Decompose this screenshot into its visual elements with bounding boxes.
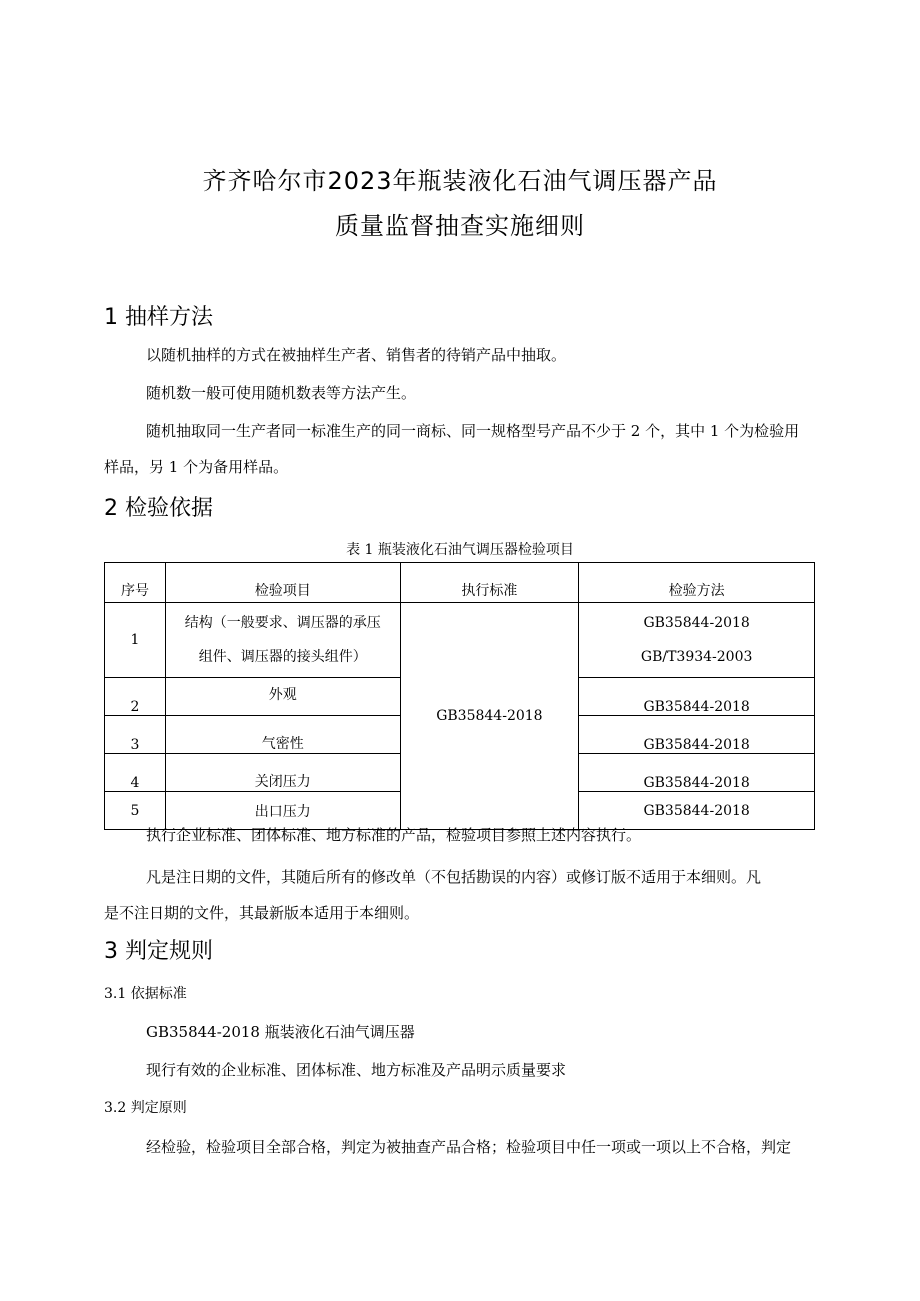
table-header-row [105,563,815,603]
row-number: 3 [105,716,166,754]
table-caption: 表 1 瓶装液化石油气调压器检验项目 [346,542,574,558]
subsection-3-1-heading: 3.1 依据标准 [104,986,187,1002]
section-3-standard-2: 现行有效的企业标准、团体标准、地方标准及产品明示质量要求 [146,1061,567,1079]
section-1-paragraph-2: 随机数一般可使用随机数表等方法产生。 [146,384,417,402]
row-number: 4 [105,754,166,792]
section-2-note-line-1: 凡是注日期的文件，其随后所有的修改单（不包括勘误的内容）或修订版不适用于本细则。凡 [146,868,762,886]
subsection-3-2-heading: 3.2 判定原则 [104,1100,187,1116]
header-number: 序号 [105,563,166,603]
row-method [579,603,815,678]
row-item-line-2: 组件、调压器的接头组件） [198,649,367,665]
row-method: GB35844-2018 [579,754,815,792]
table-row [105,603,815,678]
row-method: GB35844-2018 [579,678,815,716]
section-1-paragraph-3-line-1: 随机抽取同一生产者同一标准生产的同一商标、同一规格型号产品不少于 2 个，其中 1 个为检验用 [146,422,800,440]
section-1-paragraph-3-line-2: 样品，另 1 个为备用样品。 [104,458,289,476]
section-1-heading: 1 抽样方法 [104,305,213,330]
row-item: 关闭压力 [165,754,400,792]
row-method: GB35844-2018 [579,792,815,830]
section-3-rule: 经检验，检验项目全部合格，判定为被抽查产品合格；检验项目中任一项或一项以上不合格，判定 [146,1138,792,1156]
row-number: 5 [105,792,166,830]
row-method-line-1: GB35844-2018 [643,615,750,631]
header-item: 检验项目 [165,563,400,603]
section-2-after-table: 执行企业标准、团体标准、地方标准的产品，检验项目参照上述内容执行。 [146,826,642,844]
row-item: 外观 [165,678,400,716]
row-number: 2 [105,678,166,716]
section-1-paragraph-1: 以随机抽样的方式在被抽样生产者、销售者的待销产品中抽取。 [146,346,567,364]
header-method: 检验方法 [579,563,815,603]
row-number: 1 [105,603,166,678]
page-title-line-1: 齐齐哈尔市2023年瓶装液化石油气调压器产品 [202,167,718,195]
row-item: 气密性 [165,716,400,754]
section-2-note-line-2: 是不注日期的文件，其最新版本适用于本细则。 [104,904,420,922]
row-item: 出口压力 [165,792,400,830]
shared-standard-cell: GB35844-2018 [400,603,579,830]
row-method: GB35844-2018 [579,716,815,754]
header-standard: 执行标准 [400,563,579,603]
row-item-line-1: 结构（一般要求、调压器的承压 [184,615,381,631]
section-3-heading: 3 判定规则 [104,939,213,964]
inspection-items-table [104,562,815,830]
section-2-heading: 2 检验依据 [104,496,213,521]
page-title-line-2: 质量监督抽查实施细则 [335,212,585,240]
section-3-standard-1: GB35844-2018 瓶装液化石油气调压器 [146,1023,415,1041]
row-method-line-2: GB/T3934-2003 [640,649,753,665]
row-item [165,603,400,678]
